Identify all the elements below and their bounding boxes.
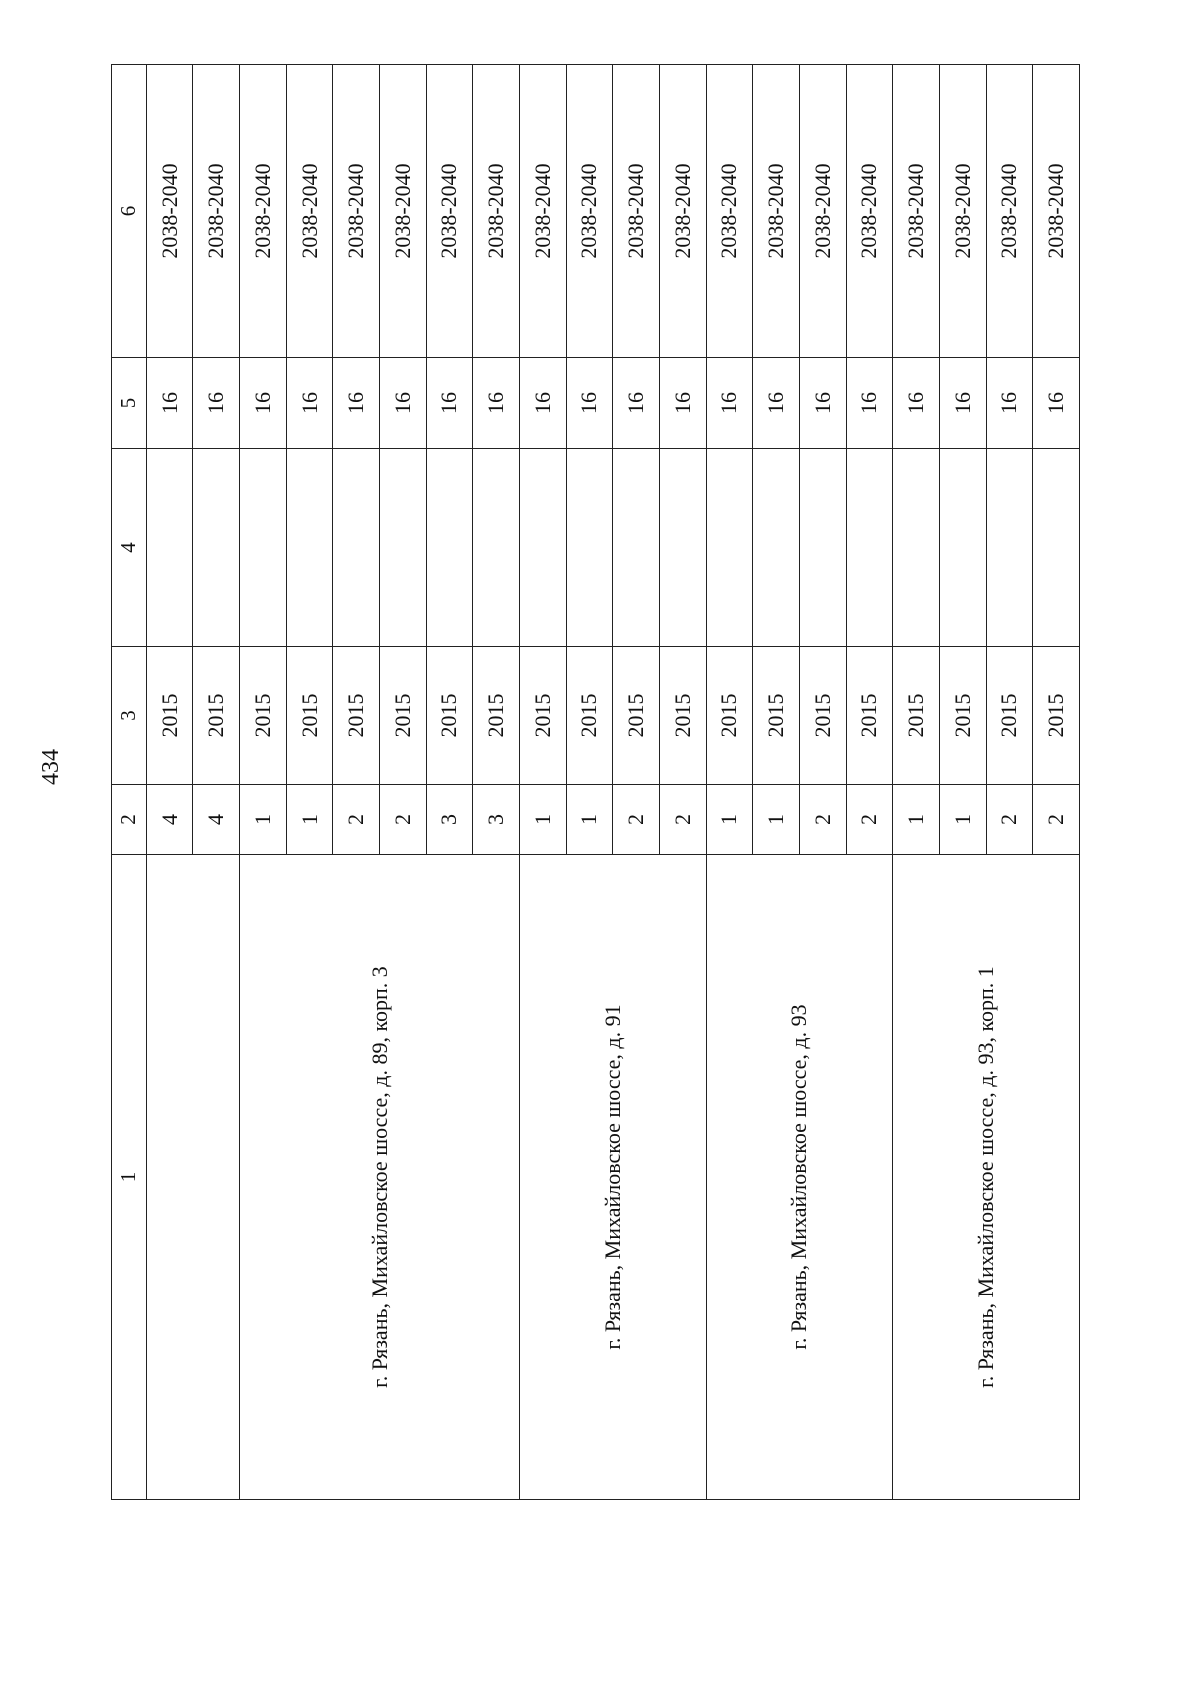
col4-cell — [286, 449, 333, 647]
count-cell: 2 — [846, 785, 893, 855]
table-body — [112, 65, 1080, 1500]
header-cell: 5 — [112, 358, 147, 449]
count-cell: 3 — [426, 785, 473, 855]
address-cell: г. Рязань, Михайловское шоссе, д. 93 — [706, 855, 893, 1500]
header-cell: 3 — [112, 647, 147, 785]
address-cell: г. Рязань, Михайловское шоссе, д. 89, корп. 3 — [240, 855, 520, 1500]
period-cell: 2038-2040 — [240, 65, 287, 358]
count-cell: 2 — [986, 785, 1033, 855]
count-cell: 4 — [193, 785, 240, 855]
table-row — [519, 65, 566, 1500]
header-cell: 1 — [112, 855, 147, 1500]
col4-cell — [380, 449, 427, 647]
value-cell: 16 — [659, 358, 706, 449]
count-cell: 1 — [566, 785, 613, 855]
table-row — [706, 65, 753, 1500]
header-cell: 6 — [112, 65, 147, 358]
period-cell: 2038-2040 — [426, 65, 473, 358]
col4-cell — [659, 449, 706, 647]
value-cell: 16 — [333, 358, 380, 449]
address-cell: г. Рязань, Михайловское шоссе, д. 93, корп. 1 — [893, 855, 1080, 1500]
year-cell: 2015 — [1033, 647, 1080, 785]
value-cell: 16 — [473, 358, 520, 449]
period-cell: 2038-2040 — [193, 65, 240, 358]
period-cell: 2038-2040 — [473, 65, 520, 358]
col4-cell — [333, 449, 380, 647]
table-row — [240, 65, 287, 1500]
col4-cell — [146, 449, 193, 647]
period-cell: 2038-2040 — [799, 65, 846, 358]
year-cell: 2015 — [473, 647, 520, 785]
period-cell: 2038-2040 — [519, 65, 566, 358]
value-cell: 16 — [986, 358, 1033, 449]
count-cell: 2 — [1033, 785, 1080, 855]
count-cell: 1 — [519, 785, 566, 855]
col4-cell — [519, 449, 566, 647]
address-cell — [146, 855, 239, 1500]
period-cell: 2038-2040 — [380, 65, 427, 358]
value-cell: 16 — [426, 358, 473, 449]
col4-cell — [939, 449, 986, 647]
value-cell: 16 — [1033, 358, 1080, 449]
count-cell: 1 — [240, 785, 287, 855]
period-cell: 2038-2040 — [893, 65, 940, 358]
year-cell: 2015 — [846, 647, 893, 785]
count-cell: 2 — [799, 785, 846, 855]
count-cell: 1 — [893, 785, 940, 855]
period-cell: 2038-2040 — [846, 65, 893, 358]
header-cell: 4 — [112, 449, 147, 647]
header-row — [112, 65, 147, 1500]
col4-cell — [566, 449, 613, 647]
period-cell: 2038-2040 — [659, 65, 706, 358]
year-cell: 2015 — [659, 647, 706, 785]
count-cell: 2 — [380, 785, 427, 855]
col4-cell — [426, 449, 473, 647]
year-cell: 2015 — [753, 647, 800, 785]
period-cell: 2038-2040 — [706, 65, 753, 358]
value-cell: 16 — [240, 358, 287, 449]
year-cell: 2015 — [566, 647, 613, 785]
year-cell: 2015 — [893, 647, 940, 785]
value-cell: 16 — [380, 358, 427, 449]
address-cell: г. Рязань, Михайловское шоссе, д. 91 — [519, 855, 706, 1500]
value-cell: 16 — [893, 358, 940, 449]
col4-cell — [799, 449, 846, 647]
col4-cell — [240, 449, 287, 647]
period-cell: 2038-2040 — [286, 65, 333, 358]
period-cell: 2038-2040 — [1033, 65, 1080, 358]
value-cell: 16 — [613, 358, 660, 449]
value-cell: 16 — [146, 358, 193, 449]
col4-cell — [613, 449, 660, 647]
year-cell: 2015 — [986, 647, 1033, 785]
value-cell: 16 — [846, 358, 893, 449]
col4-cell — [1033, 449, 1080, 647]
col4-cell — [753, 449, 800, 647]
count-cell: 2 — [613, 785, 660, 855]
count-cell: 3 — [473, 785, 520, 855]
year-cell: 2015 — [939, 647, 986, 785]
page-number: 434 — [38, 749, 64, 785]
header-cell: 2 — [112, 785, 147, 855]
schedule-table — [111, 64, 1080, 1500]
period-cell: 2038-2040 — [566, 65, 613, 358]
value-cell: 16 — [799, 358, 846, 449]
count-cell: 1 — [753, 785, 800, 855]
document-table-wrapper — [111, 65, 1080, 1500]
col4-cell — [846, 449, 893, 647]
year-cell: 2015 — [193, 647, 240, 785]
count-cell: 4 — [146, 785, 193, 855]
col4-cell — [706, 449, 753, 647]
value-cell: 16 — [193, 358, 240, 449]
table-row — [893, 65, 940, 1500]
value-cell: 16 — [939, 358, 986, 449]
value-cell: 16 — [519, 358, 566, 449]
period-cell: 2038-2040 — [753, 65, 800, 358]
year-cell: 2015 — [333, 647, 380, 785]
year-cell: 2015 — [426, 647, 473, 785]
period-cell: 2038-2040 — [939, 65, 986, 358]
col4-cell — [473, 449, 520, 647]
col4-cell — [893, 449, 940, 647]
value-cell: 16 — [286, 358, 333, 449]
value-cell: 16 — [753, 358, 800, 449]
year-cell: 2015 — [706, 647, 753, 785]
period-cell: 2038-2040 — [146, 65, 193, 358]
year-cell: 2015 — [613, 647, 660, 785]
count-cell: 2 — [333, 785, 380, 855]
year-cell: 2015 — [380, 647, 427, 785]
period-cell: 2038-2040 — [986, 65, 1033, 358]
col4-cell — [986, 449, 1033, 647]
count-cell: 1 — [286, 785, 333, 855]
period-cell: 2038-2040 — [333, 65, 380, 358]
count-cell: 2 — [659, 785, 706, 855]
year-cell: 2015 — [146, 647, 193, 785]
col4-cell — [193, 449, 240, 647]
year-cell: 2015 — [240, 647, 287, 785]
period-cell: 2038-2040 — [613, 65, 660, 358]
count-cell: 1 — [939, 785, 986, 855]
year-cell: 2015 — [286, 647, 333, 785]
count-cell: 1 — [706, 785, 753, 855]
year-cell: 2015 — [519, 647, 566, 785]
value-cell: 16 — [566, 358, 613, 449]
year-cell: 2015 — [799, 647, 846, 785]
table-row — [146, 65, 193, 1500]
value-cell: 16 — [706, 358, 753, 449]
